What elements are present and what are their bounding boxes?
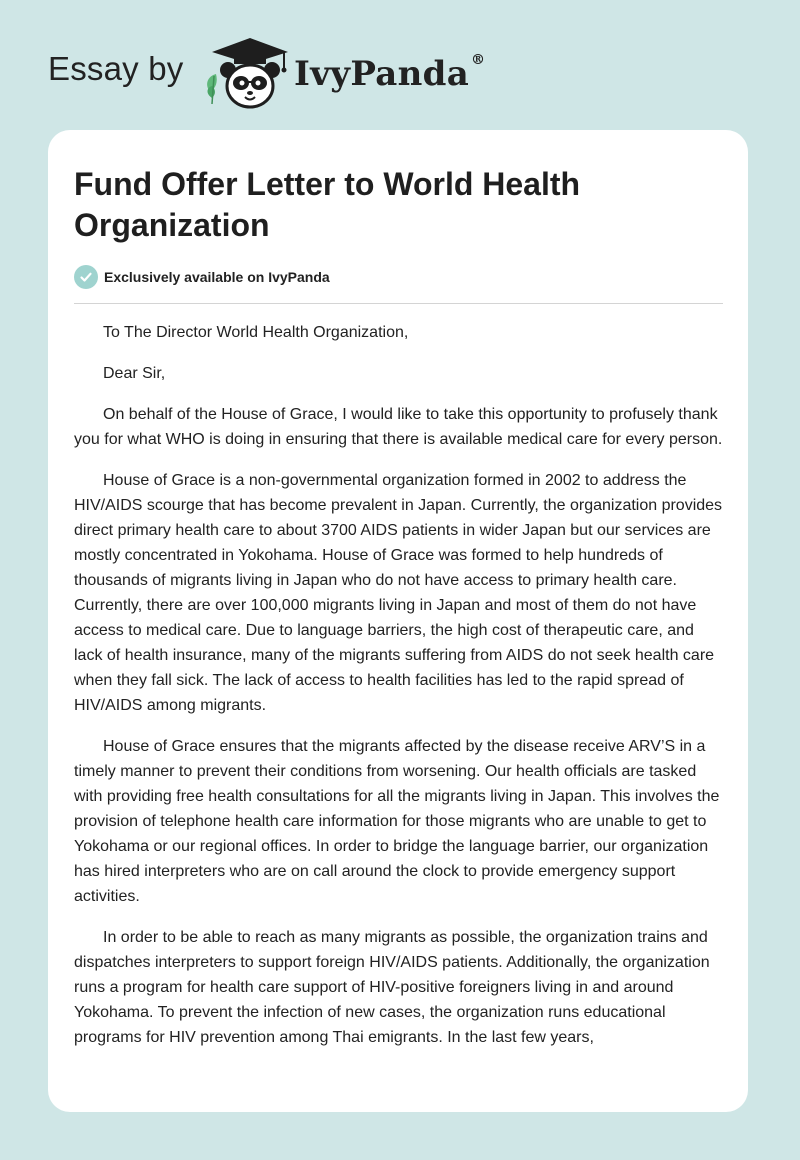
paragraph: House of Grace is a non-governmental organization formed in 2002 to address the HIV/AIDS scourge that has become prevalent in Japan. Currently, the organization provides direct primary health care to about 3700 AIDS patients in wider Japan but our services are mostly concentrated in Yokohama. House of Grace was formed to help hundreds of thousands of migrants living in Japan who do not have access to primary health care. Currently, there are over 100,000 migrants living in Japan and most of them do not have access to medical care. Due to language barriers, the high cost of therapeutic care, and lack of health insurance, many of the migrants suffering from AIDS do not seek health care when they fall sick. The lack of access to health facilities has led to the rapid spread of HIV/AIDS among migrants. xyxy=(74,472,723,714)
article-body xyxy=(74,320,726,1066)
check-circle-icon xyxy=(74,265,98,289)
paragraph: House of Grace ensures that the migrants affected by the disease receive ARV’S in a timely manner to prevent their conditions from worsening. Our health officials are tasked with providing free health consultations for all the migrants living in Japan. This involves the provision of telephone health care information for those migrants who are unable to get to Yokohama or our regional offices. In order to bridge the language barrier, our organization has hired interpreters who are on call around the clock to provide emergency support activities. xyxy=(74,738,720,905)
brand-prefix: Essay by xyxy=(48,50,184,87)
brand-name[interactable]: IvyPanda ® xyxy=(294,52,486,94)
exclusive-badge xyxy=(74,264,330,290)
site-header xyxy=(0,0,800,130)
badge-label: Exclusively available on IvyPanda xyxy=(104,269,330,285)
paragraph: In order to be able to reach as many migrants as possible, the organization trains and dispatches interpreters to support foreign HIV/AIDS patients. Additionally, the organization runs a program for health care support of HIV-positive foreigners living in and around Yokohama. To prevent the infection of new cases, the organization runs educational programs for HIV prevention among Thai emigrants. In the last few years, xyxy=(74,929,710,1046)
registered-mark: ® xyxy=(471,52,486,68)
paragraph: Dear Sir, xyxy=(103,365,166,382)
article-card xyxy=(48,130,748,1112)
panda-graduate-icon[interactable] xyxy=(200,34,300,112)
paragraph: On behalf of the House of Grace, I would like to take this opportunity to profusely thank you for what WHO is doing in ensuring that there is available medical care for every person. xyxy=(74,406,723,448)
divider xyxy=(74,303,723,304)
page-title: Fund Offer Letter to World Health Organization xyxy=(74,166,581,243)
paragraph: To The Director World Health Organization, xyxy=(103,324,409,341)
